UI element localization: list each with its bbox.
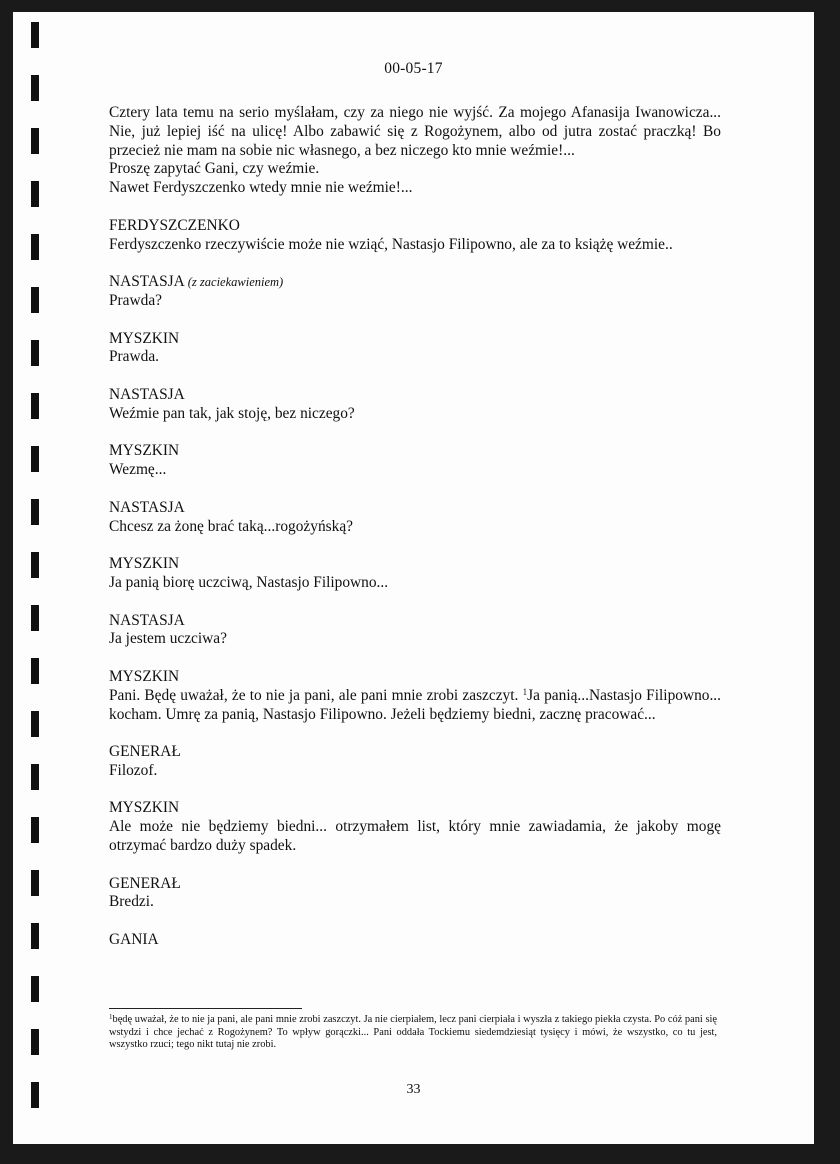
dialogue-block (109, 386, 721, 424)
binding-hole (31, 870, 39, 896)
speaker-line (109, 273, 721, 292)
binding-hole (31, 976, 39, 1002)
binding-hole (31, 234, 39, 260)
speaker-name: NASTASJA (109, 498, 185, 516)
speaker-name: GANIA (109, 931, 159, 949)
dialogue-block (109, 330, 721, 368)
footnote-ref: 1 (522, 686, 528, 697)
binding-hole (31, 22, 39, 48)
dialogue-block (109, 743, 721, 781)
dialogue-block (109, 555, 721, 593)
speaker-name: GENERAŁ (109, 874, 181, 892)
dialogue-line: Wezmę... (109, 461, 167, 479)
binding-hole (31, 658, 39, 684)
dialogue-line: Ja jestem uczciwa? (109, 630, 227, 648)
dialogue-line: Cztery lata temu na serio myślałam, czy za niego nie wyjść. Za mojego Afanasija Iwanowicza... Nie, już lepiej iść na ulicę! Albo zabawić się z Rogożynem, albo od jutra zostać praczką! Bo przecież nie mam na sobie nic własnego, a bez niczego kto mnie weźmie!... (109, 104, 721, 159)
binding-hole (31, 287, 39, 313)
binding-hole (31, 1029, 39, 1055)
binding-hole (31, 128, 39, 154)
dialogue-block (109, 668, 721, 724)
footnote-separator (109, 1008, 302, 1009)
binding-hole (31, 605, 39, 631)
binding-hole (31, 817, 39, 843)
stage-direction: (z zaciekawieniem) (187, 275, 284, 290)
speaker-name: MYSZKIN (109, 442, 180, 460)
speaker-name: GENERAŁ (109, 743, 181, 761)
dialogue-line: Ferdyszczenko rzeczywiście może nie wziąć, Nastasjo Filipowno, ale za to książę weźmie.. (109, 235, 673, 253)
dialogue-block (109, 875, 721, 913)
dialogue-line: Weźmie pan tak, jak stoję, bez niczego? (109, 404, 355, 422)
dialogue-block (109, 799, 721, 855)
dialogue-block (109, 217, 721, 255)
footnote (109, 1014, 717, 1052)
speaker-name: MYSZKIN (109, 555, 180, 573)
dialogue-block (109, 442, 721, 480)
binding-hole (31, 552, 39, 578)
dialogue-block (109, 612, 721, 650)
script-page (13, 12, 814, 1144)
dialogue-block (109, 273, 721, 311)
dialogue-line: Nawet Ferdyszczenko wtedy mnie nie weźmie!... (109, 179, 413, 197)
dialogue-line-with-footnote: Pani. Będę uważał, że to nie ja pani, ale pani mnie zrobi zaszczyt. $^1$Ja panią...Nastasjo Filipowno... kocham. Umrę za panią, Nastasjo Filipowno. Jeżeli będziemy biedni, zacznę pracować... (109, 686, 722, 723)
binding-hole (31, 711, 39, 737)
dialogue-line: Prawda? (109, 291, 162, 309)
binding-hole (31, 923, 39, 949)
dialogue-block (109, 931, 721, 950)
binding-hole (31, 340, 39, 366)
speaker-name: MYSZKIN (109, 329, 180, 347)
binding-hole (31, 499, 39, 525)
dialogue-line: Filozof. (109, 761, 158, 779)
speaker-name: FERDYSZCZENKO (109, 216, 240, 234)
speaker-name: NASTASJA (109, 385, 185, 403)
speaker-name: NASTASJA (109, 273, 184, 291)
binding-hole (31, 446, 39, 472)
dialogue-line: Prawda. (109, 348, 160, 366)
page-date-header: 00-05-17 (384, 60, 443, 77)
footnote-marker: 1 (109, 1013, 113, 1021)
dialogue-line: Chcesz za żonę brać taką...rogożyńską? (109, 517, 353, 535)
dialogue-block (109, 499, 721, 537)
binding-hole (31, 181, 39, 207)
dialogue-line: Proszę zapytać Gani, czy weźmie. (109, 160, 320, 178)
dialogue-block (109, 104, 721, 198)
dialogue-line: Ale może nie będziemy biedni... otrzymałem list, który mnie zawiadamia, że jakoby mogę otrzymać bardzo duży spadek. (109, 818, 721, 855)
dialogue-line: Bredzi. (109, 893, 154, 911)
speaker-name: NASTASJA (109, 611, 185, 629)
speaker-name: MYSZKIN (109, 799, 180, 817)
dialogue-line: Ja panią biorę uczciwą, Nastasjo Filipowno... (109, 573, 389, 591)
speaker-name: MYSZKIN (109, 667, 180, 685)
footnote-text: będę uważał, że to nie ja pani, ale pani mnie zrobi zaszczyt. Ja nie cierpiałem, lecz pani cierpiała i wyszła z takiego piekła czysta. Po cóż pani się wstydzi i chce jechać z Rogożynem? To wpływ gorączki... Pani oddała Tockiemu siedemdziesiąt tysięcy i mówi, że wszystko, co tu jest, wszystko rzuci; tego nikt tutaj nie zrobi. (109, 1014, 717, 1050)
script-body (109, 104, 721, 950)
binding-hole (31, 75, 39, 101)
page-number: 33 (406, 1082, 421, 1097)
binding-hole (31, 393, 39, 419)
binding-hole (31, 764, 39, 790)
